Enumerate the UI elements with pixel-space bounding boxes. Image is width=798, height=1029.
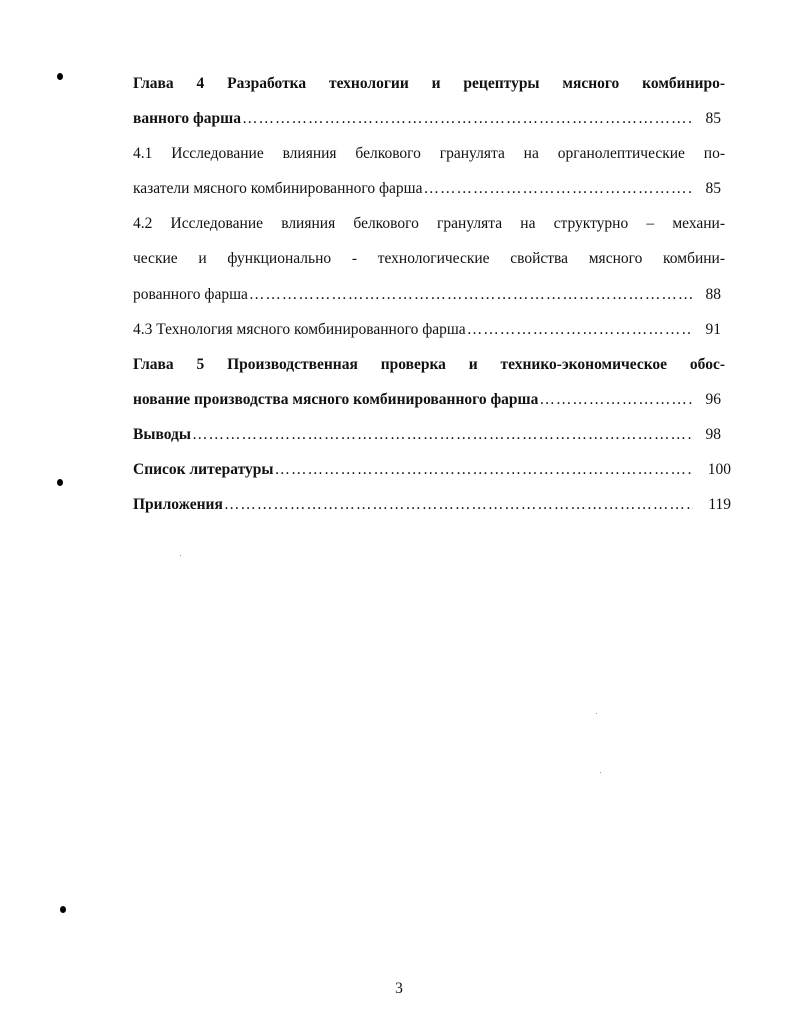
leader-dots [192, 425, 693, 445]
scan-speck [180, 555, 181, 556]
leader-dots [249, 285, 693, 305]
leader-dots [539, 390, 693, 410]
leader-dots [242, 109, 693, 129]
toc-entry-line: 4.1 Исследование влияния белкового гранулята на органолептические по- [133, 145, 725, 162]
toc-entry-text: рованного фарша [133, 286, 248, 303]
toc-entry-text: Выводы [133, 426, 191, 443]
binding-hole-mark [57, 73, 63, 80]
toc-entry-text: казатели мясного комбинированного фарша [133, 180, 423, 197]
toc-entry-text: Приложения [133, 496, 223, 513]
toc-entry-last-line [133, 425, 693, 445]
leader-dots [224, 495, 693, 515]
toc-page-number: 96 [705, 391, 721, 408]
toc-entry-text: Список литературы [133, 461, 274, 478]
binding-hole-mark [60, 906, 66, 913]
leader-dots [467, 320, 693, 340]
toc-entry-last-line [133, 320, 693, 340]
toc-entry-line: Глава 5 Производственная проверка и технико-экономическое обос- [133, 356, 725, 373]
toc-entry-last-line [133, 460, 693, 480]
page-number: 3 [395, 980, 403, 997]
toc-entry-last-line [133, 109, 693, 129]
toc-entry-line: Глава 4 Разработка технологии и рецептуры мясного комбиниро- [133, 75, 725, 92]
toc-entry-last-line [133, 495, 693, 515]
toc-entry-text: ванного фарша [133, 110, 241, 127]
toc-page-number: 119 [708, 496, 731, 513]
toc-page-number: 100 [707, 461, 731, 478]
leader-dots [274, 460, 693, 480]
toc-entry-last-line [133, 390, 693, 410]
toc-page-number: 85 [705, 180, 721, 197]
toc-page-number: 91 [705, 321, 721, 338]
binding-hole-mark [57, 479, 63, 486]
leader-dots [424, 179, 694, 199]
toc-page-number: 98 [705, 426, 721, 443]
toc-entry-last-line [133, 285, 693, 305]
toc-entry-line: ческие и функционально - технологические свойства мясного комбини- [133, 250, 725, 267]
toc-entry-text: нование производства мясного комбинированного фарша [133, 391, 539, 408]
scan-speck [600, 772, 601, 773]
scan-speck [596, 713, 597, 714]
toc-entry-line: 4.2 Исследование влияния белкового гранулята на структурно – механи- [133, 215, 725, 232]
toc-page-number: 85 [705, 110, 721, 127]
toc-entry-text: 4.3 Технология мясного комбинированного фарша [133, 321, 466, 338]
toc-entry-last-line [133, 179, 693, 199]
toc-page-number: 88 [705, 286, 721, 303]
